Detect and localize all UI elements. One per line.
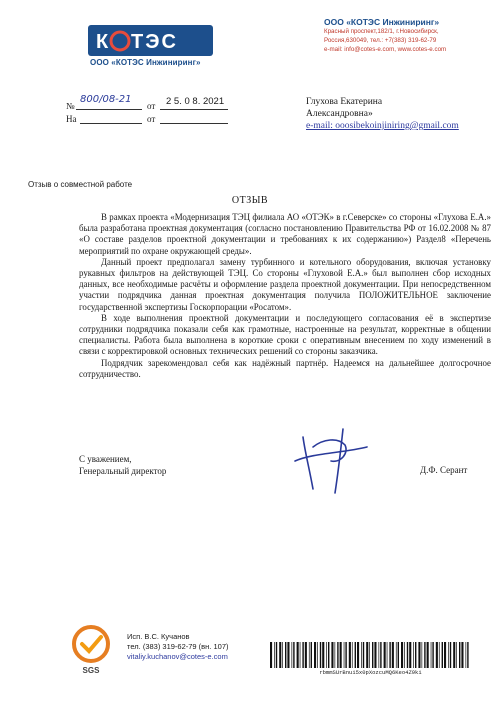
- barcode-bar: [439, 642, 440, 668]
- reg-date-underline: [160, 108, 228, 110]
- barcode-bar: [450, 642, 451, 668]
- reply-to-label: На: [66, 114, 77, 124]
- barcode-bar: [467, 642, 468, 668]
- barcode-bar: [404, 642, 405, 668]
- barcode-bar: [432, 642, 433, 668]
- body-paragraph-4: Подрядчик зарекомендовал себя как надёжный партнёр. Надеемся на дальнейшее долгосрочное сотрудничество.: [79, 357, 491, 379]
- barcode-bar: [461, 642, 463, 668]
- executor-contact: [127, 632, 229, 662]
- barcode-bar: [293, 642, 294, 668]
- reply-date-underline: [160, 122, 228, 124]
- barcode-bar: [320, 642, 321, 668]
- recipient-name-line1: Глухова Екатерина: [306, 97, 383, 107]
- barcode-bar: [444, 642, 446, 668]
- barcode-bar: [387, 642, 388, 668]
- sgs-certification-logo: [64, 624, 118, 676]
- barcode-bar: [459, 642, 460, 668]
- barcode-bar: [407, 642, 408, 668]
- signer-name: Д.Ф. Серант: [420, 465, 468, 475]
- barcode-bar: [279, 642, 281, 668]
- barcode-bar: [314, 642, 316, 668]
- company-phone: Россия,630049, тел.: +7(383) 319-62-79: [324, 37, 437, 44]
- company-details: [324, 17, 446, 54]
- closing-block: [79, 453, 166, 477]
- barcode-bar: [344, 642, 345, 668]
- barcode-bar: [372, 642, 373, 668]
- reply-date-label: от: [147, 114, 156, 124]
- barcode-bar: [380, 642, 381, 668]
- barcode-bar: [300, 642, 301, 668]
- barcode-bar: [409, 642, 411, 668]
- signature-image: [283, 417, 373, 497]
- barcode-bar: [369, 642, 370, 668]
- barcode-bar: [326, 642, 327, 668]
- executor-name: Исп. В.С. Кучанов: [127, 632, 190, 641]
- recipient-name-line2: Александровна»: [306, 109, 373, 119]
- barcode-bar: [357, 642, 359, 668]
- barcode-bar: [424, 642, 425, 668]
- barcode-bar: [270, 642, 272, 668]
- barcode-bar: [361, 642, 362, 668]
- sgs-label: SGS: [82, 666, 100, 675]
- closing-position: Генеральный директор: [79, 466, 167, 476]
- barcode-bar: [305, 642, 307, 668]
- barcode-bar: [392, 642, 394, 668]
- barcode-bar: [309, 642, 310, 668]
- barcode-bar: [345, 642, 346, 668]
- barcode-bar: [442, 642, 443, 668]
- svg-text:К: К: [96, 31, 109, 53]
- barcode-bar: [311, 642, 312, 668]
- reg-number-value: 800/08-21: [80, 94, 132, 105]
- svg-text:ТЭС: ТЭС: [131, 31, 178, 53]
- reg-number-underline: [76, 108, 142, 110]
- reply-to-underline: [80, 122, 142, 124]
- barcode-bar: [422, 642, 423, 668]
- company-address: Красный проспект,182/1, г.Новосибирск,: [324, 28, 439, 35]
- subject-line: Отзыв о совместной работе: [28, 180, 133, 189]
- barcode-bar: [456, 642, 457, 668]
- barcode-bar: [335, 642, 336, 668]
- executor-phone: тел. (383) 319-62-79 (вн. 107): [127, 642, 229, 651]
- barcode-bar: [274, 642, 275, 668]
- body-paragraph-1: В рамках проекта «Модернизация ТЭЦ филиала АО «ОТЭК» в г.Северске» со стороны «Глухова Е.А.» была разработана проектная документация (согласно постановлению Правительства РФ от 16.02.2008 № 87 «О составе разделов проектной документации и требованиях к их содержанию») Раздел8 «Перечень мероприятий по охране окружающей среды».: [79, 212, 491, 256]
- barcode-bar: [317, 642, 318, 668]
- barcode-bar: [328, 642, 329, 668]
- barcode-bar: [453, 642, 455, 668]
- closing-regards: С уважением,: [79, 454, 132, 464]
- logo-subtitle: ООО «КОТЭС Инжиниринг»: [90, 58, 201, 67]
- barcode-bar: [398, 642, 399, 668]
- barcode-bar: [292, 642, 293, 668]
- barcode-bar: [366, 642, 368, 668]
- barcode-bar: [282, 642, 283, 668]
- company-email: e-mail: info@cotes-e.com, www.cotes-e.com: [324, 46, 447, 53]
- barcode-bar: [427, 642, 429, 668]
- barcode-bar: [276, 642, 277, 668]
- recipient-block: [306, 96, 459, 132]
- barcode-bar: [396, 642, 397, 668]
- barcode-bar: [389, 642, 390, 668]
- barcode-bar: [436, 642, 438, 668]
- barcode-bar: [287, 642, 289, 668]
- document-title: ОТЗЫВ: [231, 195, 269, 206]
- letter-body: [79, 212, 491, 380]
- barcode-bar: [379, 642, 380, 668]
- barcode-bar: [384, 642, 386, 668]
- body-paragraph-3: В ходе выполнения проектной документации и последующего согласования её в экспертизе сотрудники подрядчика показали себя как грамотные, настроенные на результат, корректные в общении специалисты. Работа была выполнена в короткие сроки с оперативным внесением по ходу изменений в связи с корректировкой основных технических решений со стороны заказчика.: [79, 312, 491, 357]
- barcode-bar: [337, 642, 338, 668]
- barcode-bar: [466, 642, 467, 668]
- reg-date-label: от: [147, 101, 156, 111]
- barcode-text: rbmmSUrBnui5x0pXozcuMQ6Keo4Z9ki: [319, 669, 422, 676]
- barcode-bar: [401, 642, 403, 668]
- barcode-bar: [340, 642, 342, 668]
- reg-date-value: 2 5. 0 8. 2021: [166, 96, 225, 107]
- reg-number-label: №: [66, 101, 75, 111]
- barcode-bar: [355, 642, 356, 668]
- barcode-bar: [413, 642, 414, 668]
- body-paragraph-2: Данный проект предполагал замену турбинного и котельного оборудования, включая установку рукавных фильтров на действующей ТЭЦ. Со стороны «Глуховой Е.А.» был выполнен сбор исходных данных, все необходимые расчёты и оформление раздела проектной документации. При непосредственном участии подрядчика данная проектная документация получила ПОЛОЖИТЕЛЬНОЕ заключение государственной экспертизы Госкорпорации «Росатом».: [79, 256, 491, 312]
- barcode-bar: [448, 642, 449, 668]
- barcode-bar: [322, 642, 324, 668]
- company-name: ООО «КОТЭС Инжиниринг»: [324, 17, 440, 27]
- executor-email-link[interactable]: vitaliy.kuchanov@cotes-e.com: [127, 652, 228, 661]
- barcode-bar: [331, 642, 333, 668]
- barcode-bar: [349, 642, 351, 668]
- barcode-bar: [431, 642, 432, 668]
- barcode-bar: [352, 642, 353, 668]
- barcode-bar: [415, 642, 416, 668]
- barcode-bar: [363, 642, 364, 668]
- barcode-bar: [285, 642, 286, 668]
- recipient-email-link[interactable]: e-mail: ooosibekoinjiniring@gmail.com: [306, 121, 459, 131]
- document-barcode: [270, 642, 471, 668]
- barcode-bar: [297, 642, 299, 668]
- barcode-bar: [302, 642, 303, 668]
- barcode-bar: [418, 642, 420, 668]
- barcode-bar: [374, 642, 376, 668]
